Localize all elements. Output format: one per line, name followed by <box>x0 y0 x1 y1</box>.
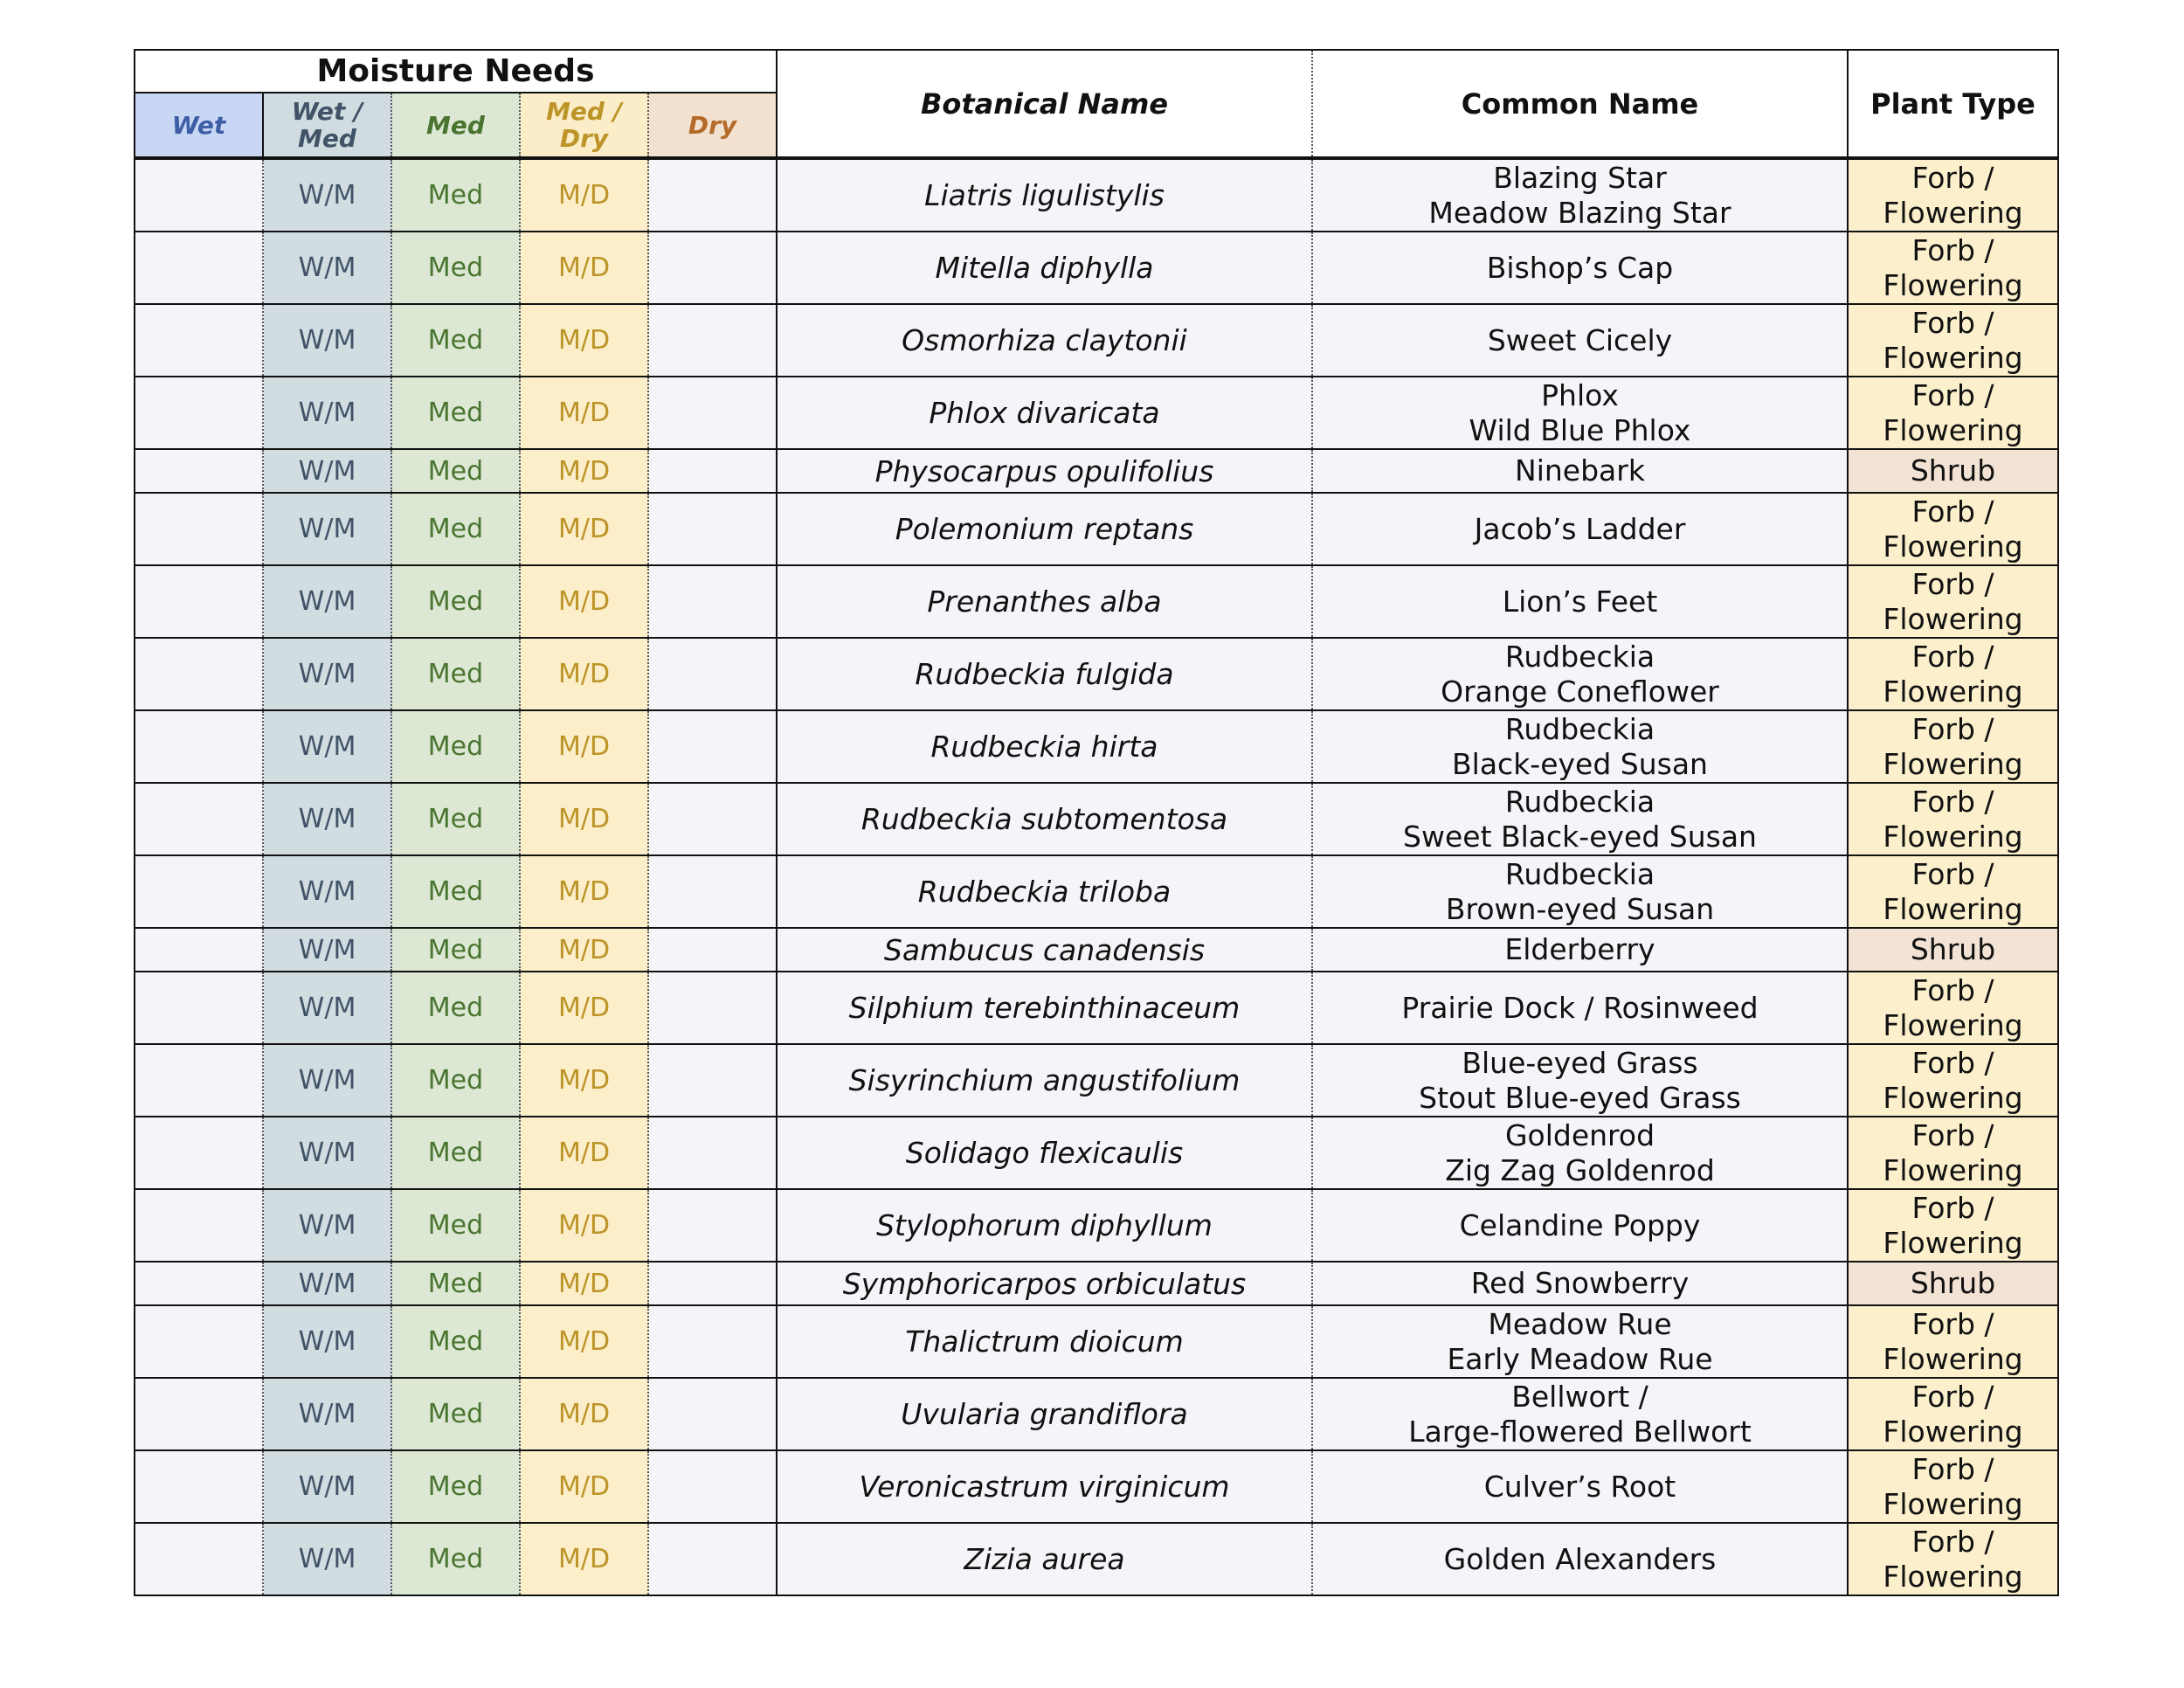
med-dry-cell: M/D <box>521 1306 649 1377</box>
botanical-name-cell: Mitella diphylla <box>778 232 1313 303</box>
common-name-cell-line: Blazing Star <box>1493 160 1667 195</box>
wet-med-cell: W/M <box>264 450 392 492</box>
common-name-cell-line: Blue-eyed Grass <box>1462 1045 1698 1080</box>
dry-cell <box>649 1306 778 1377</box>
common-name-cell-line: Zig Zag Goldenrod <box>1445 1152 1715 1187</box>
plant-type-cell <box>1849 160 2057 231</box>
common-name-header: Common Name <box>1313 51 1849 156</box>
med-cell: Med <box>392 1306 521 1377</box>
dry-cell <box>649 1045 778 1116</box>
plant-type-cell-line: Flowering <box>1883 412 2023 447</box>
wet-med-cell: W/M <box>264 972 392 1043</box>
plant-type-cell-line: Forb / <box>1911 305 1994 340</box>
med-cell: Med <box>392 160 521 231</box>
table-row <box>135 971 2057 1043</box>
med-header: Med <box>392 93 521 156</box>
dry-cell <box>649 1451 778 1522</box>
wet-med-cell: W/M <box>264 494 392 564</box>
dry-cell <box>649 639 778 709</box>
table-row <box>135 1304 2057 1377</box>
wet-med-cell: W/M <box>264 1524 392 1595</box>
med-cell: Med <box>392 1379 521 1449</box>
dry-cell <box>649 305 778 376</box>
common-name-cell-line: Meadow Blazing Star <box>1428 195 1731 230</box>
plant-type-cell-line: Forb / <box>1911 784 1994 819</box>
common-name-cell-line: Rudbeckia <box>1504 711 1655 746</box>
plant-type-cell-line: Forb / <box>1911 232 1994 267</box>
med-dry-cell: M/D <box>521 1190 649 1261</box>
wet-med-cell: W/M <box>264 566 392 637</box>
med-dry-cell: M/D <box>521 566 649 637</box>
dry-cell <box>649 494 778 564</box>
common-name-cell-line: Lion’s Feet <box>1502 584 1658 619</box>
common-name-cell-line: Sweet Cicely <box>1487 322 1673 357</box>
wet-cell <box>135 1263 264 1304</box>
plant-type-cell-line: Flowering <box>1883 674 2023 709</box>
dry-cell <box>649 856 778 927</box>
common-name-cell <box>1313 1379 1849 1449</box>
wet-med-cell: W/M <box>264 856 392 927</box>
common-name-cell-line: Ninebark <box>1515 453 1645 488</box>
plant-type-cell <box>1849 1451 2057 1522</box>
common-name-cell <box>1313 784 1849 854</box>
botanical-name-cell: Osmorhiza claytonii <box>778 305 1313 376</box>
plant-type-cell <box>1849 1117 2057 1188</box>
plant-type-cell <box>1849 1524 2057 1595</box>
wet-cell <box>135 1306 264 1377</box>
botanical-name-cell: Silphium terebinthinaceum <box>778 972 1313 1043</box>
med-dry-cell: M/D <box>521 232 649 303</box>
plant-type-cell <box>1849 784 2057 854</box>
med-cell: Med <box>392 784 521 854</box>
med-dry-cell: M/D <box>521 784 649 854</box>
wet-cell <box>135 450 264 492</box>
common-name-cell <box>1313 1045 1849 1116</box>
dry-cell <box>649 929 778 971</box>
dry-cell <box>649 450 778 492</box>
plant-type-cell <box>1849 450 2057 492</box>
table-row <box>135 1116 2057 1188</box>
botanical-name-cell: Rudbeckia triloba <box>778 856 1313 927</box>
plant-type-cell-line: Forb / <box>1911 377 1994 412</box>
wet-med-cell: W/M <box>264 639 392 709</box>
common-name-cell-line: Celandine Poppy <box>1459 1207 1701 1242</box>
wet-med-header-line1: Wet / <box>291 97 363 126</box>
botanical-name-cell: Prenanthes alba <box>778 566 1313 637</box>
wet-cell <box>135 711 264 782</box>
med-cell: Med <box>392 1045 521 1116</box>
wet-cell <box>135 1117 264 1188</box>
med-cell: Med <box>392 639 521 709</box>
plant-type-cell <box>1849 1190 2057 1261</box>
common-name-cell-line: Elderberry <box>1504 932 1655 966</box>
botanical-name-header: Botanical Name <box>778 51 1313 156</box>
plant-type-cell-line: Flowering <box>1883 1341 2023 1376</box>
med-cell: Med <box>392 494 521 564</box>
table-row <box>135 160 2057 231</box>
dry-cell <box>649 972 778 1043</box>
table-row <box>135 927 2057 971</box>
med-dry-cell: M/D <box>521 1045 649 1116</box>
table-row <box>135 709 2057 782</box>
plant-table <box>134 49 2059 1596</box>
med-cell: Med <box>392 1190 521 1261</box>
table-header <box>135 51 2057 160</box>
plant-type-cell <box>1849 639 2057 709</box>
dry-cell <box>649 1190 778 1261</box>
plant-type-cell <box>1849 1379 2057 1449</box>
botanical-name-cell: Phlox divaricata <box>778 377 1313 448</box>
dry-cell <box>649 377 778 448</box>
plant-type-cell-line: Forb / <box>1911 1117 1994 1152</box>
med-dry-cell: M/D <box>521 929 649 971</box>
wet-cell <box>135 639 264 709</box>
plant-type-cell <box>1849 711 2057 782</box>
plant-type-cell-line: Flowering <box>1883 1080 2023 1115</box>
wet-med-cell: W/M <box>264 377 392 448</box>
botanical-name-cell: Symphoricarpos orbiculatus <box>778 1263 1313 1304</box>
common-name-cell-line: Rudbeckia <box>1504 784 1655 819</box>
table-row <box>135 303 2057 376</box>
common-name-cell <box>1313 856 1849 927</box>
plant-type-cell-line: Flowering <box>1883 1152 2023 1187</box>
wet-med-cell: W/M <box>264 1045 392 1116</box>
wet-med-cell: W/M <box>264 1117 392 1188</box>
wet-med-cell: W/M <box>264 305 392 376</box>
botanical-name-cell: Solidago flexicaulis <box>778 1117 1313 1188</box>
botanical-name-cell: Polemonium reptans <box>778 494 1313 564</box>
common-name-cell <box>1313 494 1849 564</box>
med-dry-cell: M/D <box>521 1379 649 1449</box>
wet-cell <box>135 929 264 971</box>
common-name-cell <box>1313 160 1849 231</box>
med-cell: Med <box>392 566 521 637</box>
plant-type-cell-line: Flowering <box>1883 1559 2023 1594</box>
plant-type-cell-line: Forb / <box>1911 1451 1994 1486</box>
common-name-cell-line: Rudbeckia <box>1504 856 1655 891</box>
botanical-name-cell: Veronicastrum virginicum <box>778 1451 1313 1522</box>
med-dry-cell: M/D <box>521 972 649 1043</box>
common-name-cell-line: Golden Alexanders <box>1443 1541 1717 1576</box>
common-name-cell-line: Large-flowered Bellwort <box>1408 1414 1752 1449</box>
common-name-cell-line: Red Snowberry <box>1470 1266 1690 1300</box>
med-dry-cell: M/D <box>521 450 649 492</box>
common-name-cell-line: Orange Coneflower <box>1441 674 1719 709</box>
plant-type-cell <box>1849 566 2057 637</box>
wet-cell <box>135 232 264 303</box>
wet-med-cell: W/M <box>264 1379 392 1449</box>
table-row <box>135 376 2057 448</box>
common-name-cell <box>1313 711 1849 782</box>
table-row <box>135 564 2057 637</box>
dry-cell <box>649 232 778 303</box>
plant-type-cell-line: Flowering <box>1883 195 2023 230</box>
med-cell: Med <box>392 232 521 303</box>
med-cell: Med <box>392 1263 521 1304</box>
common-name-cell-line: Black-eyed Susan <box>1452 746 1708 781</box>
plant-type-cell <box>1849 856 2057 927</box>
wet-header: Wet <box>135 93 264 156</box>
wet-cell <box>135 160 264 231</box>
plant-type-cell-line: Forb / <box>1911 160 1994 195</box>
wet-med-cell: W/M <box>264 1263 392 1304</box>
plant-type-cell <box>1849 972 2057 1043</box>
wet-cell <box>135 377 264 448</box>
common-name-cell <box>1313 972 1849 1043</box>
med-dry-header-line1: Med / <box>546 97 622 126</box>
med-dry-cell: M/D <box>521 856 649 927</box>
wet-cell <box>135 305 264 376</box>
plant-type-cell-line: Forb / <box>1911 566 1994 601</box>
plant-type-cell-line: Flowering <box>1883 1225 2023 1260</box>
plant-type-cell <box>1849 1263 2057 1304</box>
plant-type-cell <box>1849 1045 2057 1116</box>
med-cell: Med <box>392 305 521 376</box>
plant-type-cell-line: Forb / <box>1911 639 1994 674</box>
wet-med-cell: W/M <box>264 1306 392 1377</box>
botanical-name-cell: Stylophorum diphyllum <box>778 1190 1313 1261</box>
med-dry-cell: M/D <box>521 1524 649 1595</box>
plant-type-cell-line: Flowering <box>1883 746 2023 781</box>
botanical-name-cell: Uvularia grandiflora <box>778 1379 1313 1449</box>
moisture-needs-title: Moisture Needs <box>135 51 778 93</box>
dry-cell <box>649 160 778 231</box>
table-row <box>135 637 2057 709</box>
common-name-cell-line: Goldenrod <box>1504 1117 1655 1152</box>
wet-cell <box>135 566 264 637</box>
plant-type-cell-line: Forb / <box>1911 1379 1994 1414</box>
plant-type-cell <box>1849 377 2057 448</box>
wet-cell <box>135 1190 264 1261</box>
plant-type-cell-line: Forb / <box>1911 1524 1994 1559</box>
plant-type-cell <box>1849 494 2057 564</box>
common-name-cell-line: Rudbeckia <box>1504 639 1655 674</box>
plant-type-cell-line: Flowering <box>1883 529 2023 564</box>
med-cell: Med <box>392 1117 521 1188</box>
table-row <box>135 854 2057 927</box>
common-name-cell-line: Early Meadow Rue <box>1447 1341 1713 1376</box>
wet-med-cell: W/M <box>264 1190 392 1261</box>
plant-type-cell-line: Shrub <box>1910 1266 1996 1300</box>
common-name-cell-line: Sweet Black-eyed Susan <box>1403 819 1757 854</box>
plant-type-cell-line: Flowering <box>1883 1007 2023 1042</box>
wet-med-cell: W/M <box>264 711 392 782</box>
botanical-name-cell: Zizia aurea <box>778 1524 1313 1595</box>
common-name-cell-line: Bishop’s Cap <box>1486 250 1674 285</box>
wet-cell <box>135 494 264 564</box>
med-dry-cell: M/D <box>521 1263 649 1304</box>
botanical-name-cell: Sisyrinchium angustifolium <box>778 1045 1313 1116</box>
plant-type-cell-line: Shrub <box>1910 932 1996 966</box>
table-row <box>135 448 2057 492</box>
med-dry-cell: M/D <box>521 377 649 448</box>
dry-cell <box>649 1263 778 1304</box>
table-row <box>135 1261 2057 1304</box>
med-dry-cell: M/D <box>521 1117 649 1188</box>
plant-type-cell-line: Forb / <box>1911 972 1994 1007</box>
common-name-cell <box>1313 1524 1849 1595</box>
med-cell: Med <box>392 711 521 782</box>
common-name-cell <box>1313 1306 1849 1377</box>
med-cell: Med <box>392 972 521 1043</box>
med-dry-cell: M/D <box>521 305 649 376</box>
plant-type-cell-line: Forb / <box>1911 1045 1994 1080</box>
common-name-cell-line: Bellwort / <box>1511 1379 1648 1414</box>
botanical-name-cell: Rudbeckia subtomentosa <box>778 784 1313 854</box>
wet-med-cell: W/M <box>264 160 392 231</box>
dry-cell <box>649 1117 778 1188</box>
common-name-cell <box>1313 232 1849 303</box>
wet-med-cell: W/M <box>264 1451 392 1522</box>
plant-type-cell-line: Flowering <box>1883 267 2023 302</box>
common-name-cell-line: Phlox <box>1541 377 1619 412</box>
med-dry-cell: M/D <box>521 639 649 709</box>
common-name-cell <box>1313 639 1849 709</box>
table-row <box>135 782 2057 854</box>
common-name-cell-line: Meadow Rue <box>1488 1306 1672 1341</box>
wet-cell <box>135 1451 264 1522</box>
plant-type-cell-line: Forb / <box>1911 494 1994 529</box>
wet-med-header-line2: Med <box>298 124 356 153</box>
table-row <box>135 1522 2057 1595</box>
wet-cell <box>135 1524 264 1595</box>
med-dry-header-line2: Dry <box>559 124 609 153</box>
common-name-cell <box>1313 450 1849 492</box>
dry-cell <box>649 711 778 782</box>
dry-cell <box>649 1524 778 1595</box>
common-name-cell-line: Wild Blue Phlox <box>1469 412 1691 447</box>
plant-type-cell <box>1849 929 2057 971</box>
plant-type-header: Plant Type <box>1870 86 2035 121</box>
med-dry-cell: M/D <box>521 1451 649 1522</box>
med-dry-cell: M/D <box>521 494 649 564</box>
plant-type-cell-line: Flowering <box>1883 819 2023 854</box>
botanical-name-cell: Thalictrum dioicum <box>778 1306 1313 1377</box>
botanical-name-cell: Liatris ligulistylis <box>778 160 1313 231</box>
table-row <box>135 1043 2057 1116</box>
wet-cell <box>135 1379 264 1449</box>
med-cell: Med <box>392 377 521 448</box>
wet-cell <box>135 784 264 854</box>
botanical-name-cell: Rudbeckia fulgida <box>778 639 1313 709</box>
med-dry-header <box>521 93 649 156</box>
common-name-cell <box>1313 1190 1849 1261</box>
common-name-cell <box>1313 929 1849 971</box>
wet-cell <box>135 1045 264 1116</box>
wet-cell <box>135 972 264 1043</box>
plant-type-cell <box>1849 232 2057 303</box>
plant-type-cell-line: Flowering <box>1883 601 2023 636</box>
common-name-cell <box>1313 1451 1849 1522</box>
plant-type-cell-line: Flowering <box>1883 1486 2023 1521</box>
common-name-cell <box>1313 1263 1849 1304</box>
wet-med-header <box>264 93 392 156</box>
wet-med-cell: W/M <box>264 929 392 971</box>
dry-cell <box>649 784 778 854</box>
botanical-name-cell: Sambucus canadensis <box>778 929 1313 971</box>
plant-type-cell <box>1849 1306 2057 1377</box>
common-name-cell-line: Brown-eyed Susan <box>1445 891 1715 926</box>
dry-cell <box>649 1379 778 1449</box>
med-cell: Med <box>392 1524 521 1595</box>
plant-type-cell-line: Forb / <box>1911 711 1994 746</box>
med-cell: Med <box>392 856 521 927</box>
med-cell: Med <box>392 929 521 971</box>
common-name-cell <box>1313 305 1849 376</box>
common-name-cell-line: Culver’s Root <box>1483 1469 1676 1504</box>
table-body <box>135 160 2057 1595</box>
wet-med-cell: W/M <box>264 232 392 303</box>
table-row <box>135 1377 2057 1449</box>
plant-type-cell-line: Flowering <box>1883 891 2023 926</box>
dry-header: Dry <box>649 93 778 156</box>
table-row <box>135 1449 2057 1522</box>
plant-type-cell-line: Forb / <box>1911 1190 1994 1225</box>
med-dry-cell: M/D <box>521 160 649 231</box>
plant-type-cell-line: Flowering <box>1883 340 2023 375</box>
plant-type-cell-line: Flowering <box>1883 1414 2023 1449</box>
med-cell: Med <box>392 450 521 492</box>
wet-cell <box>135 856 264 927</box>
plant-type-cell-line: Forb / <box>1911 1306 1994 1341</box>
common-name-cell <box>1313 377 1849 448</box>
common-name-cell <box>1313 1117 1849 1188</box>
botanical-name-cell: Physocarpus opulifolius <box>778 450 1313 492</box>
botanical-name-cell: Rudbeckia hirta <box>778 711 1313 782</box>
dry-cell <box>649 566 778 637</box>
common-name-cell-line: Stout Blue-eyed Grass <box>1419 1080 1741 1115</box>
med-cell: Med <box>392 1451 521 1522</box>
table-row <box>135 492 2057 564</box>
table-row <box>135 231 2057 303</box>
table-row <box>135 1188 2057 1261</box>
common-name-cell-line: Prairie Dock / Rosinweed <box>1401 990 1759 1025</box>
plant-type-cell-line: Shrub <box>1910 453 1996 488</box>
plant-type-cell-line: Forb / <box>1911 856 1994 891</box>
wet-med-cell: W/M <box>264 784 392 854</box>
plant-type-cell <box>1849 305 2057 376</box>
med-dry-cell: M/D <box>521 711 649 782</box>
common-name-cell-line: Jacob’s Ladder <box>1474 511 1686 546</box>
common-name-cell <box>1313 566 1849 637</box>
